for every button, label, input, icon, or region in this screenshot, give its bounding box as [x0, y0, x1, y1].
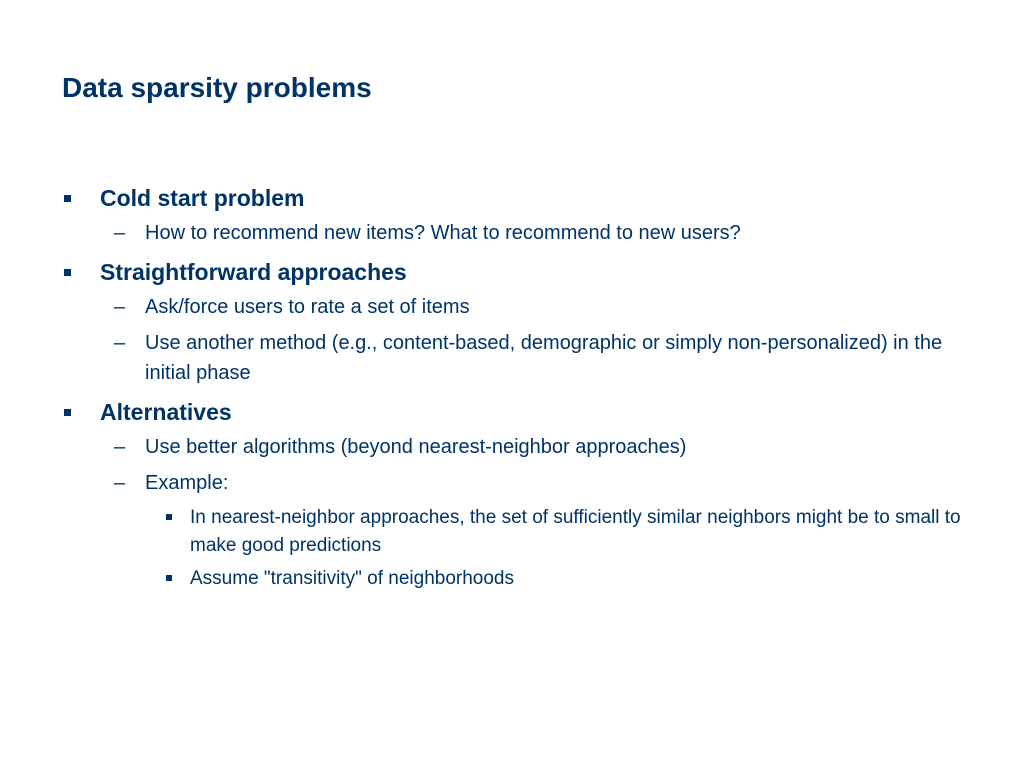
dash-bullet-icon: –: [114, 471, 126, 494]
bullet-level2: [62, 432, 972, 462]
bullet-text: Use another method (e.g., content-based, demographic or simply non-personalized) in the initial phase: [145, 331, 943, 384]
bullet-level1: [62, 398, 972, 428]
bullet-level1: [62, 258, 972, 288]
section-cold-start: [62, 184, 972, 248]
bullet-level2: [62, 468, 972, 498]
bullet-level3: [62, 565, 972, 594]
bullet-text: Example:: [145, 471, 229, 494]
sub-bullet-list: [62, 432, 972, 594]
bullet-text: Assume "transitivity" of neighborhoods: [190, 567, 514, 589]
dash-bullet-icon: –: [114, 435, 126, 458]
bullet-text: In nearest-neighbor approaches, the set of sufficiently similar neighbors might be to small to make good predictions: [190, 506, 961, 557]
slide-title: Data sparsity problems: [62, 72, 372, 103]
square-bullet-icon: [64, 195, 71, 202]
slide-content: [62, 184, 972, 603]
sub-sub-bullet-list: [62, 504, 972, 594]
bullet-level2: [62, 292, 972, 322]
section-straightforward-approaches: [62, 258, 972, 388]
square-bullet-icon: [64, 409, 71, 416]
dash-bullet-icon: –: [114, 221, 126, 244]
square-bullet-icon: [64, 269, 71, 276]
section-heading: Alternatives: [100, 398, 232, 425]
bullet-level2: [62, 218, 972, 248]
sub-bullet-list: [62, 218, 972, 248]
bullet-text: Use better algorithms (beyond nearest-neighbor approaches): [145, 435, 687, 458]
section-heading: Cold start problem: [100, 185, 305, 211]
dash-bullet-icon: –: [114, 295, 126, 318]
bullet-text: How to recommend new items? What to recommend to new users?: [145, 221, 741, 244]
sub-bullet-list: [62, 292, 972, 388]
bullet-text: Ask/force users to rate a set of items: [145, 295, 470, 318]
dash-bullet-icon: –: [114, 331, 126, 354]
section-alternatives: [62, 398, 972, 593]
bullet-level1: [62, 184, 972, 214]
bullet-level3: [62, 504, 972, 561]
bullet-level2: [62, 328, 972, 388]
section-heading: Straightforward approaches: [100, 258, 407, 285]
small-square-bullet-icon: [166, 514, 172, 520]
small-square-bullet-icon: [166, 575, 172, 581]
